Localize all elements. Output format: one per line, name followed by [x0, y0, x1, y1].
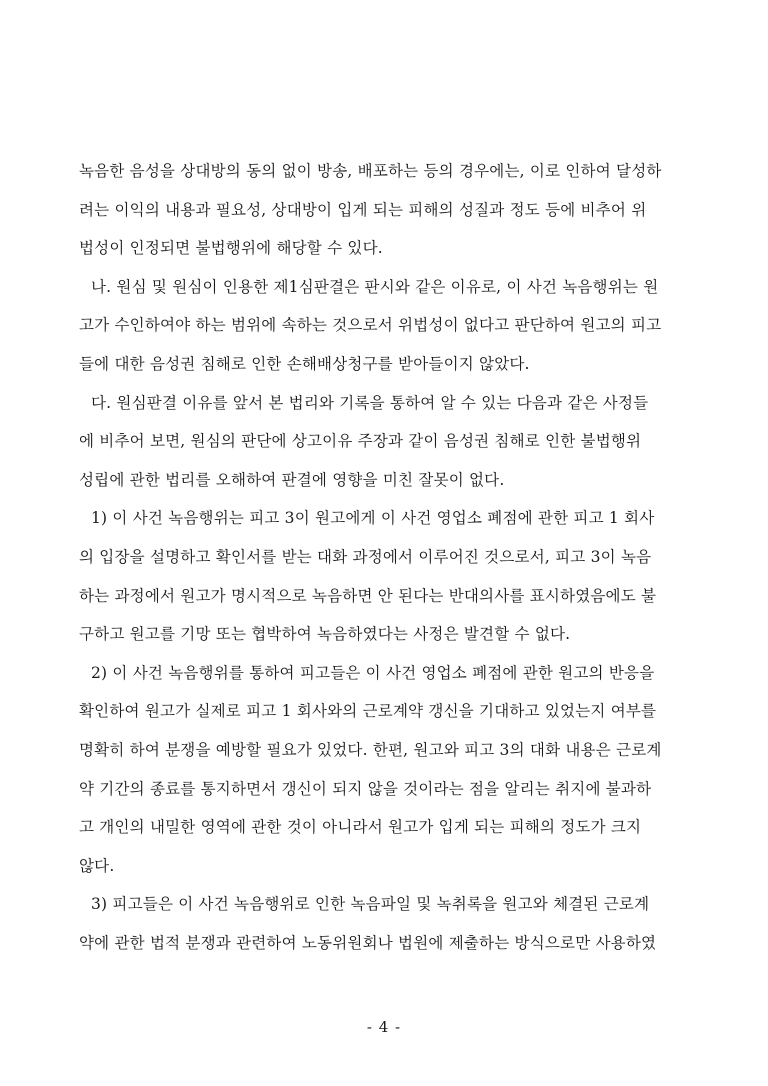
- text-line: 의 입장을 설명하고 확인서를 받는 대화 과정에서 이루어진 것으로서, 피고 3이 녹음: [79, 547, 652, 566]
- text-line: 들에 대한 음성권 침해로 인한 손해배상청구를 받아들이지 않았다.: [79, 354, 530, 373]
- text-line: 않다.: [79, 856, 115, 875]
- text-line: 법성이 인정되면 불법행위에 해당할 수 있다.: [79, 239, 383, 258]
- paragraph-start-line: 2) 이 사건 녹음행위를 통하여 피고들은 이 사건 영업소 폐점에 관한 원고의 반응을: [91, 663, 655, 682]
- paragraph-start-line: 1) 이 사건 녹음행위는 피고 3이 원고에게 이 사건 영업소 폐점에 관한 피고 1 회사: [91, 509, 655, 528]
- text-line: 려는 이익의 내용과 필요성, 상대방이 입게 되는 피해의 성질과 정도 등에 비추어 위: [79, 200, 647, 219]
- text-line: 녹음한 음성을 상대방의 동의 없이 방송, 배포하는 등의 경우에는, 이로 인하여 달성하: [79, 162, 662, 180]
- paragraph-start-line: 다. 원심판결 이유를 앞서 본 법리와 기록을 통하여 알 수 있는 다음과 같은 사정들: [91, 393, 649, 412]
- text-line: 확인하여 원고가 실제로 피고 1 회사와의 근로계약 갱신을 기대하고 있었는지 여부를: [79, 702, 657, 721]
- text-line: 성립에 관한 법리를 오해하여 판결에 영향을 미친 잘못이 없다.: [79, 470, 505, 489]
- page-number: - 4 -: [366, 1018, 402, 1036]
- document-body: [79, 152, 691, 962]
- text-line: 고 개인의 내밀한 영역에 관한 것이 아니라서 원고가 입게 되는 피해의 정도가 크지: [79, 818, 642, 837]
- text-line: 구하고 원고를 기망 또는 협박하여 녹음하였다는 사정은 발견할 수 없다.: [79, 625, 571, 644]
- paragraph-start-line: 3) 피고들은 이 사건 녹음행위로 인한 녹음파일 및 녹취록을 원고와 체결된 근로계: [91, 895, 650, 914]
- text-line: 약 기간의 종료를 통지하면서 갱신이 되지 않을 것이라는 점을 알리는 취지에 불과하: [79, 779, 652, 798]
- text-line: 약에 관한 법적 분쟁과 관련하여 노동위원회나 법원에 제출하는 방식으로만 사용하였: [79, 933, 657, 952]
- paragraph-start-line: 나. 원심 및 원심이 인용한 제1심판결은 판시와 같은 이유로, 이 사건 녹음행위는 원: [91, 277, 659, 296]
- text-line: 하는 과정에서 원고가 명시적으로 녹음하면 안 된다는 반대의사를 표시하였음에도 불: [79, 586, 657, 605]
- text-line: 고가 수인하여야 하는 범위에 속하는 것으로서 위법성이 없다고 판단하여 원고의 피고: [79, 316, 662, 335]
- text-line: 에 비추어 보면, 원심의 판단에 상고이유 주장과 같이 음성권 침해로 인한 불법행위: [79, 432, 642, 451]
- text-line: 명확히 하여 분쟁을 예방할 필요가 있었다. 한편, 원고와 피고 3의 대화 내용은 근로계: [79, 740, 662, 759]
